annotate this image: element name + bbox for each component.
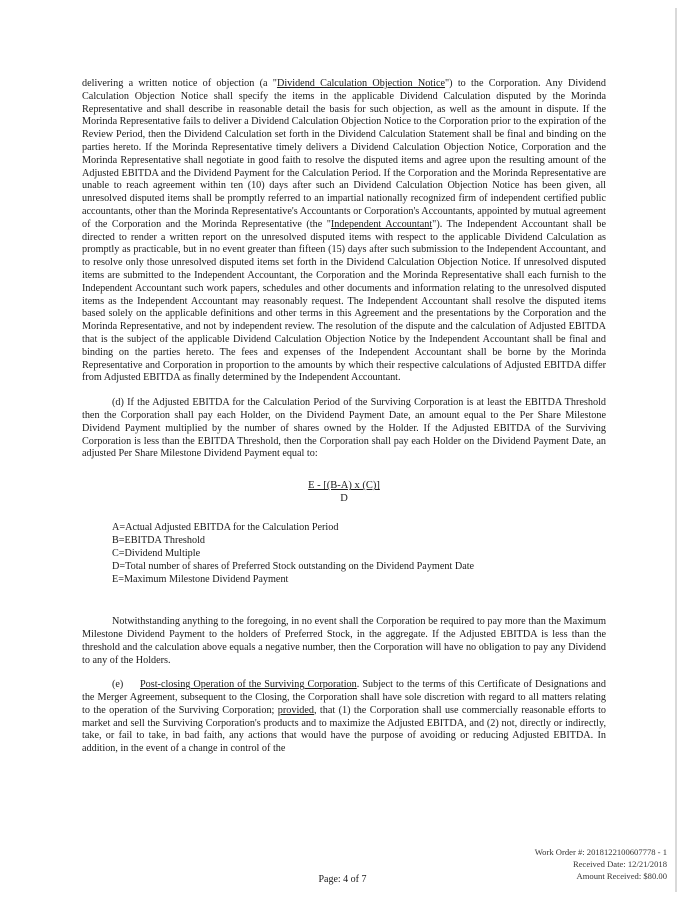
text-run: , that (1) the Corporation shall use commercially reasonable efforts to market and sell the Surviving Corporation's products and to maximize the Adjusted EBITDA, and (2) not, directly or indirectly, take, or fail to take, in bad faith, any actions that would have the purpose of avoiding or reducing Adjusted EBITDA. In addition, in the event of a change in control of the (82, 704, 606, 755)
amount-received: Amount Received: $80.00 (576, 871, 667, 881)
definition-a: A=Actual Adjusted EBITDA for the Calculation Period (112, 522, 339, 534)
definition-e: E=Maximum Milestone Dividend Payment (112, 574, 289, 586)
text-run: . Subject to the terms of this Certificate of Designations and the Merger Agreement, subsequent to the Closing, the Corporation shall have sole discretion with regard to all matters relating to the operation of the Surviving Corporation; (82, 679, 606, 716)
defined-term-objection-notice: Dividend Calculation Objection Notice (276, 78, 445, 89)
paragraph-e (82, 679, 606, 756)
body-text (82, 78, 606, 768)
definition-c: C=Dividend Multiple (112, 548, 201, 560)
received-date: Received Date: 12/21/2018 (572, 859, 667, 869)
section-heading: Post-closing Operation of the Surviving Corporation (140, 679, 357, 691)
section-letter: (e) (112, 679, 124, 691)
page-number: Page: 4 of 7 (318, 874, 367, 885)
defined-term-independent-accountant: Independent Accountant (330, 218, 433, 230)
definition-d: D=Total number of shares of Preferred Stock outstanding on the Dividend Payment Date (112, 561, 475, 573)
paragraph-notwithstanding: Notwithstanding anything to the foregoing, in no event shall the Corporation be required to pay more than the Maximum Milestone Dividend Payment to the holders of Preferred Stock, in the aggregate. If the Adjusted EBITDA is less than the threshold and the calculation above equals a negative number, then the Corporation will have no obligation to pay any Dividend to any of the Holders. (82, 616, 606, 666)
paragraph-d: (d) If the Adjusted EBITDA for the Calculation Period of the Surviving Corporation is at least the EBITDA Threshold then the Corporation shall pay each Holder, on the Dividend Payment Date, an amount equal to the Per Share Milestone Dividend Payment multiplied by the number of shares owned by the Holder. If the Adjusted EBITDA of the Surviving Corporation is less than the EBITDA Threshold, then the Corporation shall pay each Holder on the Dividend Payment Date, an adjusted Per Share Milestone Dividend Payment equal to: (82, 397, 606, 460)
paragraph-objection-notice (82, 78, 606, 385)
dividend-formula (82, 479, 606, 505)
work-order-number: Work Order #: 2018122100607778 - 1 (534, 847, 667, 857)
scan-edge (675, 8, 677, 892)
text-run: "). The Independent Accountant shall be directed to render a written report on the unresolved disputed items with respect to the applicable Dividend Calculation as promptly as practicable, but in no event greater than fifteen (15) days after such submission to the Independent Accountant, and to resolve only those unresolved disputed items set forth in the Dividend Calculation Objection Notice. If unresolved disputed items are submitted to the Independent Accountant, the Corporation and the Morinda Representative shall each furnish to the Independent Accountant such work papers, schedules and other documents and information relating to the unresolved disputed items as the Independent Accountant may reasonably request. The Independent Accountant shall resolve the disputed items based solely on the applicable definitions and other terms in this Agreement and the presentations by the Corporation and the Morinda Representative, and not by independent review. The resolution of the dispute and the calculation of Adjusted EBITDA that is the subject of the applicable Dividend Calculation Objection Notice by the Independent Accountant shall be final and binding on the parties hereto. The fees and expenses of the Independent Accountant shall be borne by the Morinda Representative and Corporation in proportion to the amounts by which their respective calculations of Adjusted EBITDA differ from Adjusted EBITDA as finally determined by the Independent Accountant. (82, 218, 606, 384)
formula-numerator: E - [(B-A) x (C)] (308, 480, 380, 492)
text-run: delivering a written notice of objection (a " (82, 78, 277, 89)
formula-denominator: D (340, 493, 348, 505)
definition-b: B=EBITDA Threshold (112, 535, 205, 547)
provided-term: provided (277, 704, 314, 716)
text-run: ") to the Corporation. Any Dividend Calculation Objection Notice shall specify the items in the applicable Dividend Calculation disputed by the Morinda Representative and shall describe in reasonable detail the basis for such objection, as well as the amount in dispute. If the Morinda Representative fails to deliver a Dividend Calculation Objection Notice to the Corporation prior to the expiration of the Review Period, then the Dividend Calculation set forth in the Dividend Calculation Statement shall be final and binding on the parties hereto. If the Morinda Representative timely delivers a Dividend Calculation Objection Notice, Corporation and the Morinda Representative shall negotiate in good faith to resolve the disputed items and agree upon the resulting amount of the Adjusted EBITDA and the Dividend Payment for the Calculation Period. If the Corporation and the Morinda Representative are unable to reach agreement within ten (10) days after such an Dividend Calculation Objection Notice has been given, all unresolved disputed items shall be promptly referred to an impartial nationally recognized firm of independent certified public accountants, other than the Morinda Representative's Accountants or Corporation's Accountants, appointed by mutual agreement of the Corporation and the Morinda Representative (the " (82, 78, 606, 230)
formula-definitions (112, 521, 606, 586)
